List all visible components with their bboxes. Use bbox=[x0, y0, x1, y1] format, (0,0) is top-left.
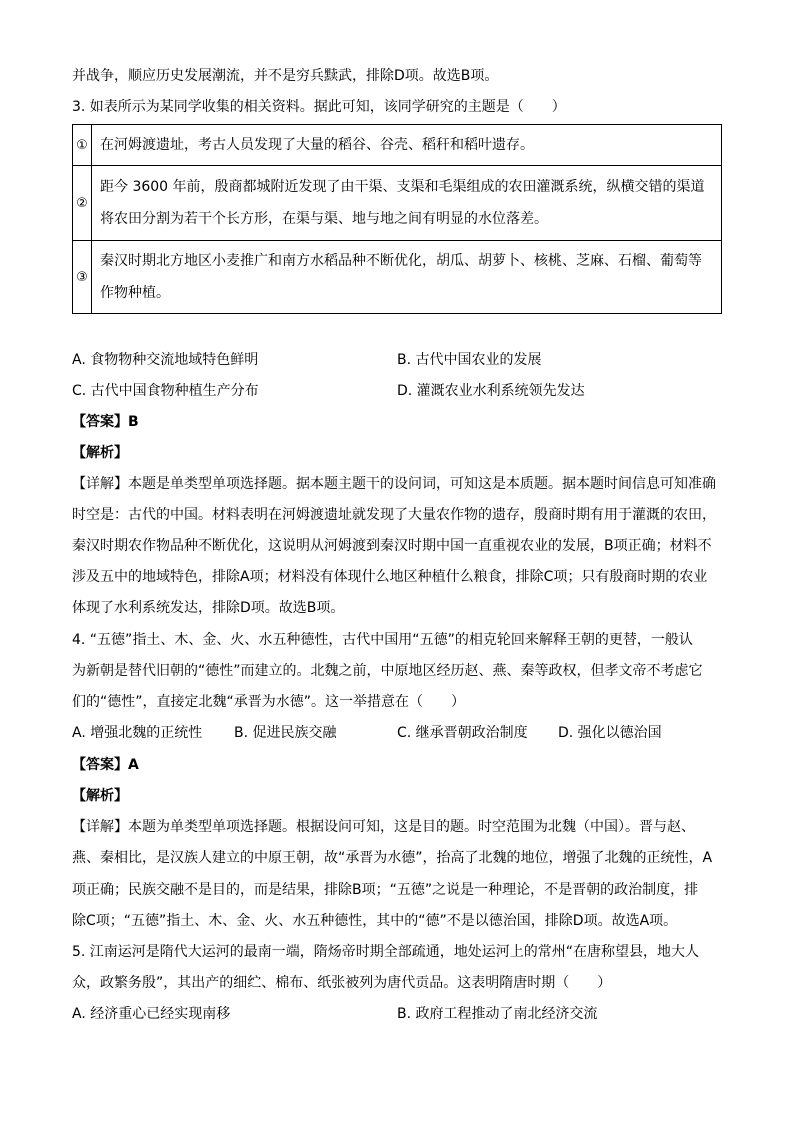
q4-detail-line: 项正确；民族交融不是目的，而是结果，排除B项；“五德”之说是一种理论，不是晋朝的政治制度，排 bbox=[72, 882, 699, 898]
q5-option-b: B. 政府工程推动了南北经济交流 bbox=[397, 1006, 598, 1022]
q3-option-a: A. 食物物种交流地域特色鲜明 bbox=[72, 352, 259, 368]
q3-detail-line: 【详解】本题是单类型单项选择题。据本题主题干的设问词，可知这是本质题。据本题时间信息可知准确 bbox=[72, 476, 716, 492]
q3-detail-line: 体现了水利系统发达，排除D项。故选B项。 bbox=[72, 600, 345, 616]
q4-detail-line: 除C项；“五德”指土、木、金、火、水五种德性，其中的“德”不是以德治国，排除D项。故选A项。 bbox=[72, 913, 678, 929]
q3-analysis-label: 【解析】 bbox=[72, 445, 128, 461]
table-row bbox=[73, 241, 722, 314]
q4-detail-line: 【详解】本题为单类型单项选择题。根据设问可知，这是目的题。时空范围为北魏（中国）。晋与赵、 bbox=[72, 819, 695, 835]
q3-option-b: B. 古代中国农业的发展 bbox=[397, 352, 542, 368]
q3-option-d: D. 灌溉农业水利系统领先发达 bbox=[397, 383, 585, 399]
q5-option-a: A. 经济重心已经实现南移 bbox=[72, 1006, 231, 1022]
q3-detail-line: 时空是：古代的中国。材料表明在河姆渡遗址就发现了大量农作物的遗存，殷商时期有用于灌溉的农田， bbox=[72, 507, 716, 523]
row-text: 距今 3600 年前，殷商都城附近发现了由干渠、支渠和毛渠组成的农田灌溉系统，纵横交错的渠道将农田分割为若干个长方形，在渠与渠、地与地之间有明显的水位落差。 bbox=[92, 166, 722, 241]
table-row bbox=[73, 125, 722, 166]
question-4-stem: 为新朝是替代旧朝的“德性”而建立的。北魏之前，中原地区经历赵、燕、秦等政权，但孝文帝不考虑它 bbox=[72, 663, 703, 679]
q4-option-d: D. 强化以德治国 bbox=[558, 725, 662, 741]
materials-table bbox=[72, 124, 722, 314]
row-text: 在河姆渡遗址，考古人员发现了大量的稻谷、谷壳、稻秆和稻叶遗存。 bbox=[92, 125, 722, 166]
q3-option-c: C. 古代中国食物种植生产分布 bbox=[72, 383, 259, 399]
q4-answer: 【答案】A bbox=[72, 757, 139, 773]
row-number: ③ bbox=[73, 241, 92, 314]
q3-detail-line: 秦汉时期农作物品种不断优化，这说明从河姆渡到秦汉时期中国一直重视农业的发展，B项正确；材料不 bbox=[72, 538, 712, 554]
q4-analysis-label: 【解析】 bbox=[72, 788, 128, 804]
q4-detail-line: 燕、秦相比，是汉族人建立的中原王朝，故“承晋为水德”，抬高了北魏的地位，增强了北魏的正统性，A bbox=[72, 850, 713, 866]
question-4-stem: 们的“德性”，直接定北魏“承晋为水德”。这一举措意在（ ） bbox=[72, 694, 466, 710]
row-number: ① bbox=[73, 125, 92, 166]
q3-detail-line: 涉及五中的地域特色，排除A项；材料没有体现什么地区种植什么粮食，排除C项；只有殷商时期的农业 bbox=[72, 569, 708, 585]
table-row bbox=[73, 166, 722, 241]
question-5-stem: 众，政繁务殷”，其出产的细纻、棉布、纸张被列为唐代贡品。这表明隋唐时期（ ） bbox=[72, 975, 612, 991]
q3-answer: 【答案】B bbox=[72, 414, 139, 430]
question-4-stem: 4. “五德”指土、木、金、火、水五种德性，古代中国用“五德”的相克轮回来解释王朝的更替，一般认 bbox=[72, 632, 693, 648]
q4-option-a: A. 增强北魏的正统性 bbox=[72, 725, 203, 741]
text-line: 并战争，顺应历史发展潮流，并不是穷兵黩武，排除D项。故选B项。 bbox=[72, 68, 499, 84]
q4-option-c: C. 继承晋朝政治制度 bbox=[397, 725, 528, 741]
row-number: ② bbox=[73, 166, 92, 241]
question-5-stem: 5. 江南运河是隋代大运河的最南一端，隋炀帝时期全部疏通，地处运河上的常州“在唐称望县，地大人 bbox=[72, 944, 700, 960]
row-text: 秦汉时期北方地区小麦推广和南方水稻品种不断优化，胡瓜、胡萝卜、核桃、芝麻、石榴、葡萄等作物种植。 bbox=[92, 241, 722, 314]
question-3-stem: 3. 如表所示为某同学收集的相关资料。据此可知，该同学研究的主题是（ ） bbox=[72, 99, 566, 115]
q4-option-b: B. 促进民族交融 bbox=[234, 725, 337, 741]
